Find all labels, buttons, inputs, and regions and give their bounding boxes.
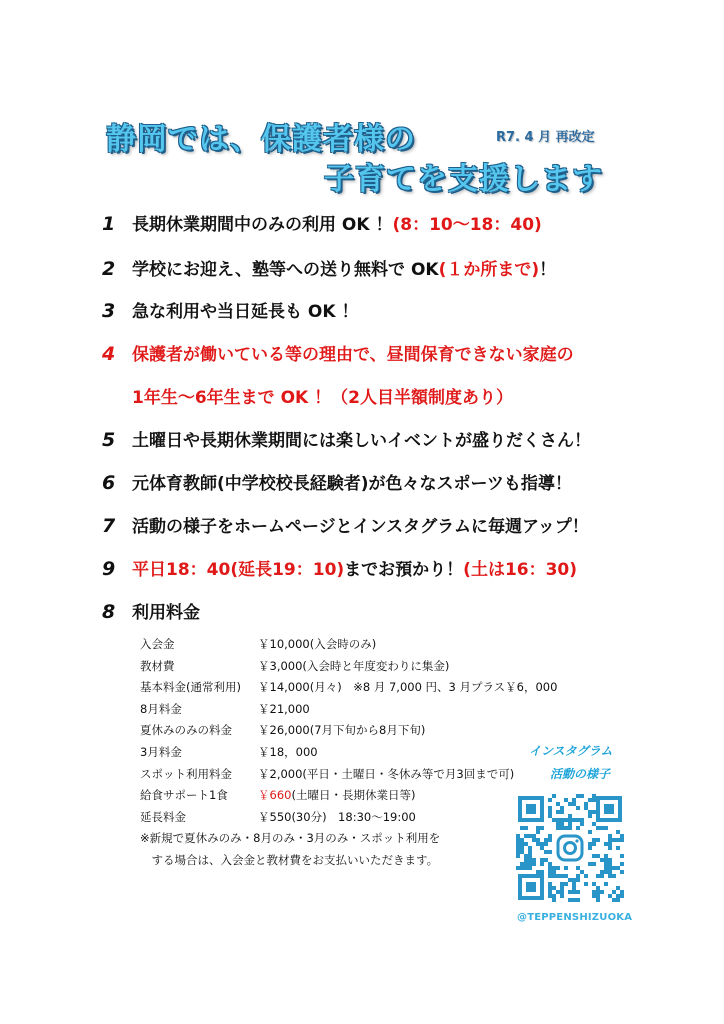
qr-module xyxy=(576,806,580,810)
qr-module xyxy=(548,838,552,842)
qr-module xyxy=(596,854,600,858)
qr-module xyxy=(548,850,552,854)
fee-value-highlight: ￥660 xyxy=(258,788,292,803)
qr-module xyxy=(552,794,556,798)
qr-module xyxy=(596,886,600,890)
qr-module xyxy=(524,834,528,838)
qr-module xyxy=(552,886,556,890)
qr-module xyxy=(580,794,584,798)
qr-module xyxy=(568,898,572,902)
fee-value: ￥10,000(入会時のみ) xyxy=(258,637,377,651)
qr-module xyxy=(516,834,520,838)
item-text: 利用料金 xyxy=(132,603,200,623)
qr-module xyxy=(556,826,560,830)
qr-module xyxy=(564,798,568,802)
list-item-6 xyxy=(102,469,572,494)
qr-module xyxy=(544,850,548,854)
qr-module xyxy=(612,874,616,878)
qr-module xyxy=(604,826,608,830)
fee-value: ￥26,000(7月下旬から8月下旬) xyxy=(258,723,426,738)
qr-module xyxy=(532,862,536,866)
fee-label: スポット利用料金 xyxy=(140,766,232,781)
list-item-5 xyxy=(102,426,591,451)
qr-module xyxy=(572,882,576,886)
item-highlight: 平日18：40(延長19：10) xyxy=(132,560,345,580)
qr-module xyxy=(620,862,624,866)
qr-module xyxy=(540,826,544,830)
instagram-handle: @TEPPENSHIZUOKA xyxy=(517,912,633,923)
qr-module xyxy=(608,894,612,898)
item-text: までお預かり！ xyxy=(344,560,464,580)
qr-module xyxy=(528,854,532,858)
qr-module xyxy=(584,874,588,878)
qr-module xyxy=(612,898,616,902)
fee-row-summer xyxy=(140,720,440,742)
item-text: 元体育教師(中学校校長経験者)が色々なスポーツも指導！ xyxy=(132,474,572,494)
qr-module xyxy=(616,838,620,842)
qr-module xyxy=(588,814,592,818)
qr-module xyxy=(528,834,532,838)
qr-module xyxy=(520,850,524,854)
fee-label: 基本料金(通常利用) xyxy=(140,680,241,695)
qr-module xyxy=(552,894,556,898)
qr-module xyxy=(588,810,592,814)
list-item-3 xyxy=(102,297,358,322)
qr-module xyxy=(540,862,544,866)
qr-module xyxy=(568,826,572,830)
qr-module xyxy=(600,826,604,830)
qr-module xyxy=(588,842,592,846)
qr-module xyxy=(528,862,532,866)
qr-module xyxy=(548,870,552,874)
list-item-2 xyxy=(102,255,556,280)
qr-module xyxy=(604,862,608,866)
qr-module xyxy=(520,826,524,830)
qr-module xyxy=(576,878,580,882)
revision-note: R7. 4 月 再改定 xyxy=(496,130,595,145)
qr-module xyxy=(592,842,596,846)
list-item-1 xyxy=(102,210,542,235)
qr-module xyxy=(560,890,564,894)
qr-module xyxy=(540,846,544,850)
qr-module xyxy=(588,846,592,850)
qr-module xyxy=(576,818,580,822)
qr-module xyxy=(568,890,572,894)
qr-module xyxy=(520,842,524,846)
qr-module xyxy=(548,866,552,870)
qr-module xyxy=(584,882,588,886)
fee-label: 延長料金 xyxy=(140,809,186,824)
qr-module xyxy=(608,866,612,870)
qr-module xyxy=(584,802,588,806)
qr-module xyxy=(524,842,528,846)
qr-module xyxy=(556,822,560,826)
qr-module xyxy=(592,854,596,858)
qr-module xyxy=(604,842,608,846)
qr-module xyxy=(524,854,528,858)
qr-module xyxy=(576,898,580,902)
qr-module xyxy=(552,898,556,902)
qr-module xyxy=(544,838,548,842)
qr-module xyxy=(548,814,552,818)
qr-module xyxy=(560,882,564,886)
item-text-tail: ！ xyxy=(539,260,557,280)
qr-module xyxy=(556,874,560,878)
qr-module xyxy=(584,806,588,810)
qr-module xyxy=(592,862,596,866)
qr-module xyxy=(540,858,544,862)
item-number: 1 xyxy=(102,213,116,235)
qr-module xyxy=(580,822,584,826)
qr-module xyxy=(524,826,528,830)
qr-module xyxy=(612,866,616,870)
qr-module xyxy=(544,842,548,846)
qr-module xyxy=(592,810,596,814)
qr-module xyxy=(524,858,528,862)
qr-module xyxy=(568,878,572,882)
qr-module xyxy=(600,890,604,894)
qr-module xyxy=(560,826,564,830)
qr-module xyxy=(532,858,536,862)
qr-module xyxy=(616,894,620,898)
qr-module xyxy=(552,870,556,874)
qr-module xyxy=(552,874,556,878)
qr-module xyxy=(560,806,564,810)
fee-table xyxy=(140,634,558,872)
page-title-line2: 子育てを支援します xyxy=(324,162,603,197)
qr-module xyxy=(544,858,548,862)
qr-module xyxy=(540,842,544,846)
qr-module xyxy=(592,798,596,802)
qr-module xyxy=(556,866,560,870)
qr-module xyxy=(592,794,596,798)
item-number: 5 xyxy=(102,429,116,451)
fee-row-extension xyxy=(140,807,440,829)
qr-module xyxy=(568,818,572,822)
qr-module xyxy=(580,870,584,874)
qr-module xyxy=(568,814,572,818)
item-number: 9 xyxy=(102,558,116,580)
qr-module xyxy=(608,874,612,878)
qr-module xyxy=(564,818,568,822)
fee-label: 8月料金 xyxy=(140,701,182,716)
item-highlight-2: (土は16：30) xyxy=(463,560,578,580)
list-item-4-line2: 1年生～6年生まで OK ！（2人目半額制度あり） xyxy=(132,388,513,408)
qr-module xyxy=(576,826,580,830)
qr-module xyxy=(532,838,536,842)
fee-value xyxy=(258,785,415,807)
qr-module xyxy=(620,838,624,842)
qr-module xyxy=(528,846,532,850)
fee-label: 夏休みのみの料金 xyxy=(140,723,232,738)
qr-module xyxy=(524,866,528,870)
fee-value-note: (土曜日・長期休業日等) xyxy=(291,788,416,803)
fee-row-march xyxy=(140,742,440,764)
qr-module xyxy=(596,826,600,830)
qr-module xyxy=(576,866,580,870)
qr-module xyxy=(552,866,556,870)
qr-module xyxy=(572,818,576,822)
list-item-9 xyxy=(102,555,577,580)
qr-module xyxy=(616,866,620,870)
qr-module xyxy=(604,854,608,858)
qr-module xyxy=(552,818,556,822)
qr-module xyxy=(572,878,576,882)
item-highlight: (１か所まで) xyxy=(438,260,540,280)
qr-module xyxy=(560,810,564,814)
qr-module xyxy=(620,834,624,838)
fee-row-august xyxy=(140,699,440,721)
item-text: 土曜日や長期休業期間には楽しいイベントが盛りだくさん！ xyxy=(132,431,591,451)
fee-value: ￥14,000(月々) ※8 月 7,000 円、3 月プラス￥6，000 xyxy=(258,680,558,695)
qr-module xyxy=(600,870,604,874)
instagram-label: インスタグラム xyxy=(529,744,613,758)
qr-module xyxy=(608,862,612,866)
page-title-line1: 静岡では、保護者様の xyxy=(106,122,416,157)
qr-module xyxy=(556,890,560,894)
qr-module xyxy=(620,890,624,894)
qr-module xyxy=(528,866,532,870)
qr-module xyxy=(576,794,580,798)
qr-module xyxy=(608,846,612,850)
list-item-8 xyxy=(102,598,200,623)
qr-module xyxy=(516,842,520,846)
qr-module xyxy=(520,866,524,870)
qr-module xyxy=(548,894,552,898)
item-text: 学校にお迎え、塾等への送り無料で OK xyxy=(132,260,439,280)
qr-module xyxy=(564,826,568,830)
qr-module xyxy=(572,898,576,902)
qr-module xyxy=(556,802,560,806)
fee-label: 給食サポート1食 xyxy=(140,788,228,803)
qr-module xyxy=(604,882,608,886)
fee-row-materials xyxy=(140,656,450,678)
fee-row-spot xyxy=(140,764,515,786)
qr-module xyxy=(620,854,624,858)
qr-module xyxy=(520,838,524,842)
qr-module xyxy=(536,870,540,874)
fee-note-1: ※新規で夏休みのみ・8月のみ・3月のみ・スポット利用を xyxy=(140,831,441,846)
qr-module xyxy=(548,798,552,802)
qr-module xyxy=(528,858,532,862)
qr-module xyxy=(548,806,552,810)
qr-module xyxy=(596,890,600,894)
qr-module xyxy=(596,894,600,898)
list-item-7 xyxy=(102,512,589,537)
qr-module xyxy=(612,838,616,842)
item-text: 保護者が働いている等の理由で、昼間保育できない家庭の xyxy=(132,345,574,365)
qr-module xyxy=(592,894,596,898)
qr-module xyxy=(620,870,624,874)
qr-module xyxy=(520,846,524,850)
qr-module xyxy=(556,810,560,814)
qr-module xyxy=(560,818,564,822)
qr-module xyxy=(620,894,624,898)
qr-module xyxy=(532,834,536,838)
qr-module xyxy=(528,850,532,854)
qr-module xyxy=(548,882,552,886)
qr-module xyxy=(516,866,520,870)
qr-module xyxy=(536,826,540,830)
qr-module xyxy=(596,898,600,902)
item-number: 3 xyxy=(102,300,116,322)
fee-row-entry xyxy=(140,634,440,656)
qr-module xyxy=(560,894,564,898)
activity-label: 活動の様子 xyxy=(550,767,611,781)
item-text: 活動の様子をホームページとインスタグラムに毎週アップ！ xyxy=(132,517,589,537)
qr-module xyxy=(608,834,612,838)
qr-module xyxy=(596,838,600,842)
fee-note-2: する場合は、入会金と教材費をお支払いいただきます。 xyxy=(140,852,439,867)
qr-module xyxy=(604,858,608,862)
qr-module xyxy=(608,838,612,842)
qr-module xyxy=(612,890,616,894)
qr-module xyxy=(564,866,568,870)
qr-module xyxy=(592,882,596,886)
qr-module xyxy=(608,842,612,846)
fee-label: 教材費 xyxy=(140,658,175,673)
qr-module xyxy=(548,874,552,878)
qr-module xyxy=(536,842,540,846)
qr-module xyxy=(604,866,608,870)
qr-module xyxy=(560,874,564,878)
qr-module xyxy=(580,818,584,822)
item-text: 長期休業期間中のみの利用 OK ！ xyxy=(132,215,393,235)
item-highlight: (8：10～18：40) xyxy=(392,215,542,235)
qr-module xyxy=(516,854,520,858)
qr-module xyxy=(572,886,576,890)
qr-module xyxy=(556,818,560,822)
qr-module xyxy=(592,822,596,826)
qr-module xyxy=(600,874,604,878)
qr-module xyxy=(588,862,592,866)
qr-module xyxy=(548,862,552,866)
fee-value: ￥18，000 xyxy=(258,744,318,759)
qr-module xyxy=(616,886,620,890)
qr-module xyxy=(592,838,596,842)
qr-module xyxy=(608,870,612,874)
qr-module xyxy=(568,822,572,826)
qr-module xyxy=(548,890,552,894)
qr-module xyxy=(560,822,564,826)
qr-module xyxy=(616,898,620,902)
item-number: 4 xyxy=(102,343,116,365)
qr-module xyxy=(540,870,544,874)
qr-module xyxy=(572,890,576,894)
qr-module xyxy=(548,810,552,814)
qr-module xyxy=(572,798,576,802)
qr-module xyxy=(576,874,580,878)
item-text: 急な利用や当日延長も OK ！ xyxy=(132,302,359,322)
fee-value: ￥3,000(入会時と年度変わりに集金) xyxy=(258,658,450,673)
fee-row-basic xyxy=(140,677,558,699)
instagram-qr-code[interactable] xyxy=(516,794,624,902)
qr-module xyxy=(520,862,524,866)
qr-module xyxy=(596,874,600,878)
item-number: 8 xyxy=(102,601,116,623)
qr-module xyxy=(604,870,608,874)
list-item-4 xyxy=(102,340,574,365)
qr-module xyxy=(608,858,612,862)
qr-module xyxy=(568,802,572,806)
qr-module xyxy=(600,858,604,862)
fee-value: ￥2,000(平日・土曜日・冬休み等で月3回まで可) xyxy=(258,766,515,781)
qr-module xyxy=(548,886,552,890)
qr-module xyxy=(516,838,520,842)
qr-module xyxy=(548,834,552,838)
qr-module xyxy=(616,846,620,850)
fee-label: 3月料金 xyxy=(140,744,182,759)
qr-module xyxy=(576,890,580,894)
qr-module xyxy=(564,882,568,886)
item-number: 6 xyxy=(102,472,116,494)
qr-module xyxy=(588,798,592,802)
qr-module xyxy=(616,830,620,834)
qr-module xyxy=(536,830,540,834)
qr-module xyxy=(592,890,596,894)
qr-module xyxy=(588,830,592,834)
fee-value: ￥21,000 xyxy=(258,701,310,716)
qr-module xyxy=(572,802,576,806)
qr-module xyxy=(564,874,568,878)
qr-module xyxy=(560,886,564,890)
fee-label: 入会金 xyxy=(140,637,175,651)
qr-module xyxy=(516,850,520,854)
fee-row-lunch xyxy=(140,785,440,807)
fee-value: ￥550(30分) 18:30～19:00 xyxy=(258,809,416,824)
qr-module xyxy=(536,838,540,842)
qr-module xyxy=(524,862,528,866)
item-number: 7 xyxy=(102,515,116,537)
item-number: 2 xyxy=(102,258,116,280)
qr-module xyxy=(516,846,520,850)
